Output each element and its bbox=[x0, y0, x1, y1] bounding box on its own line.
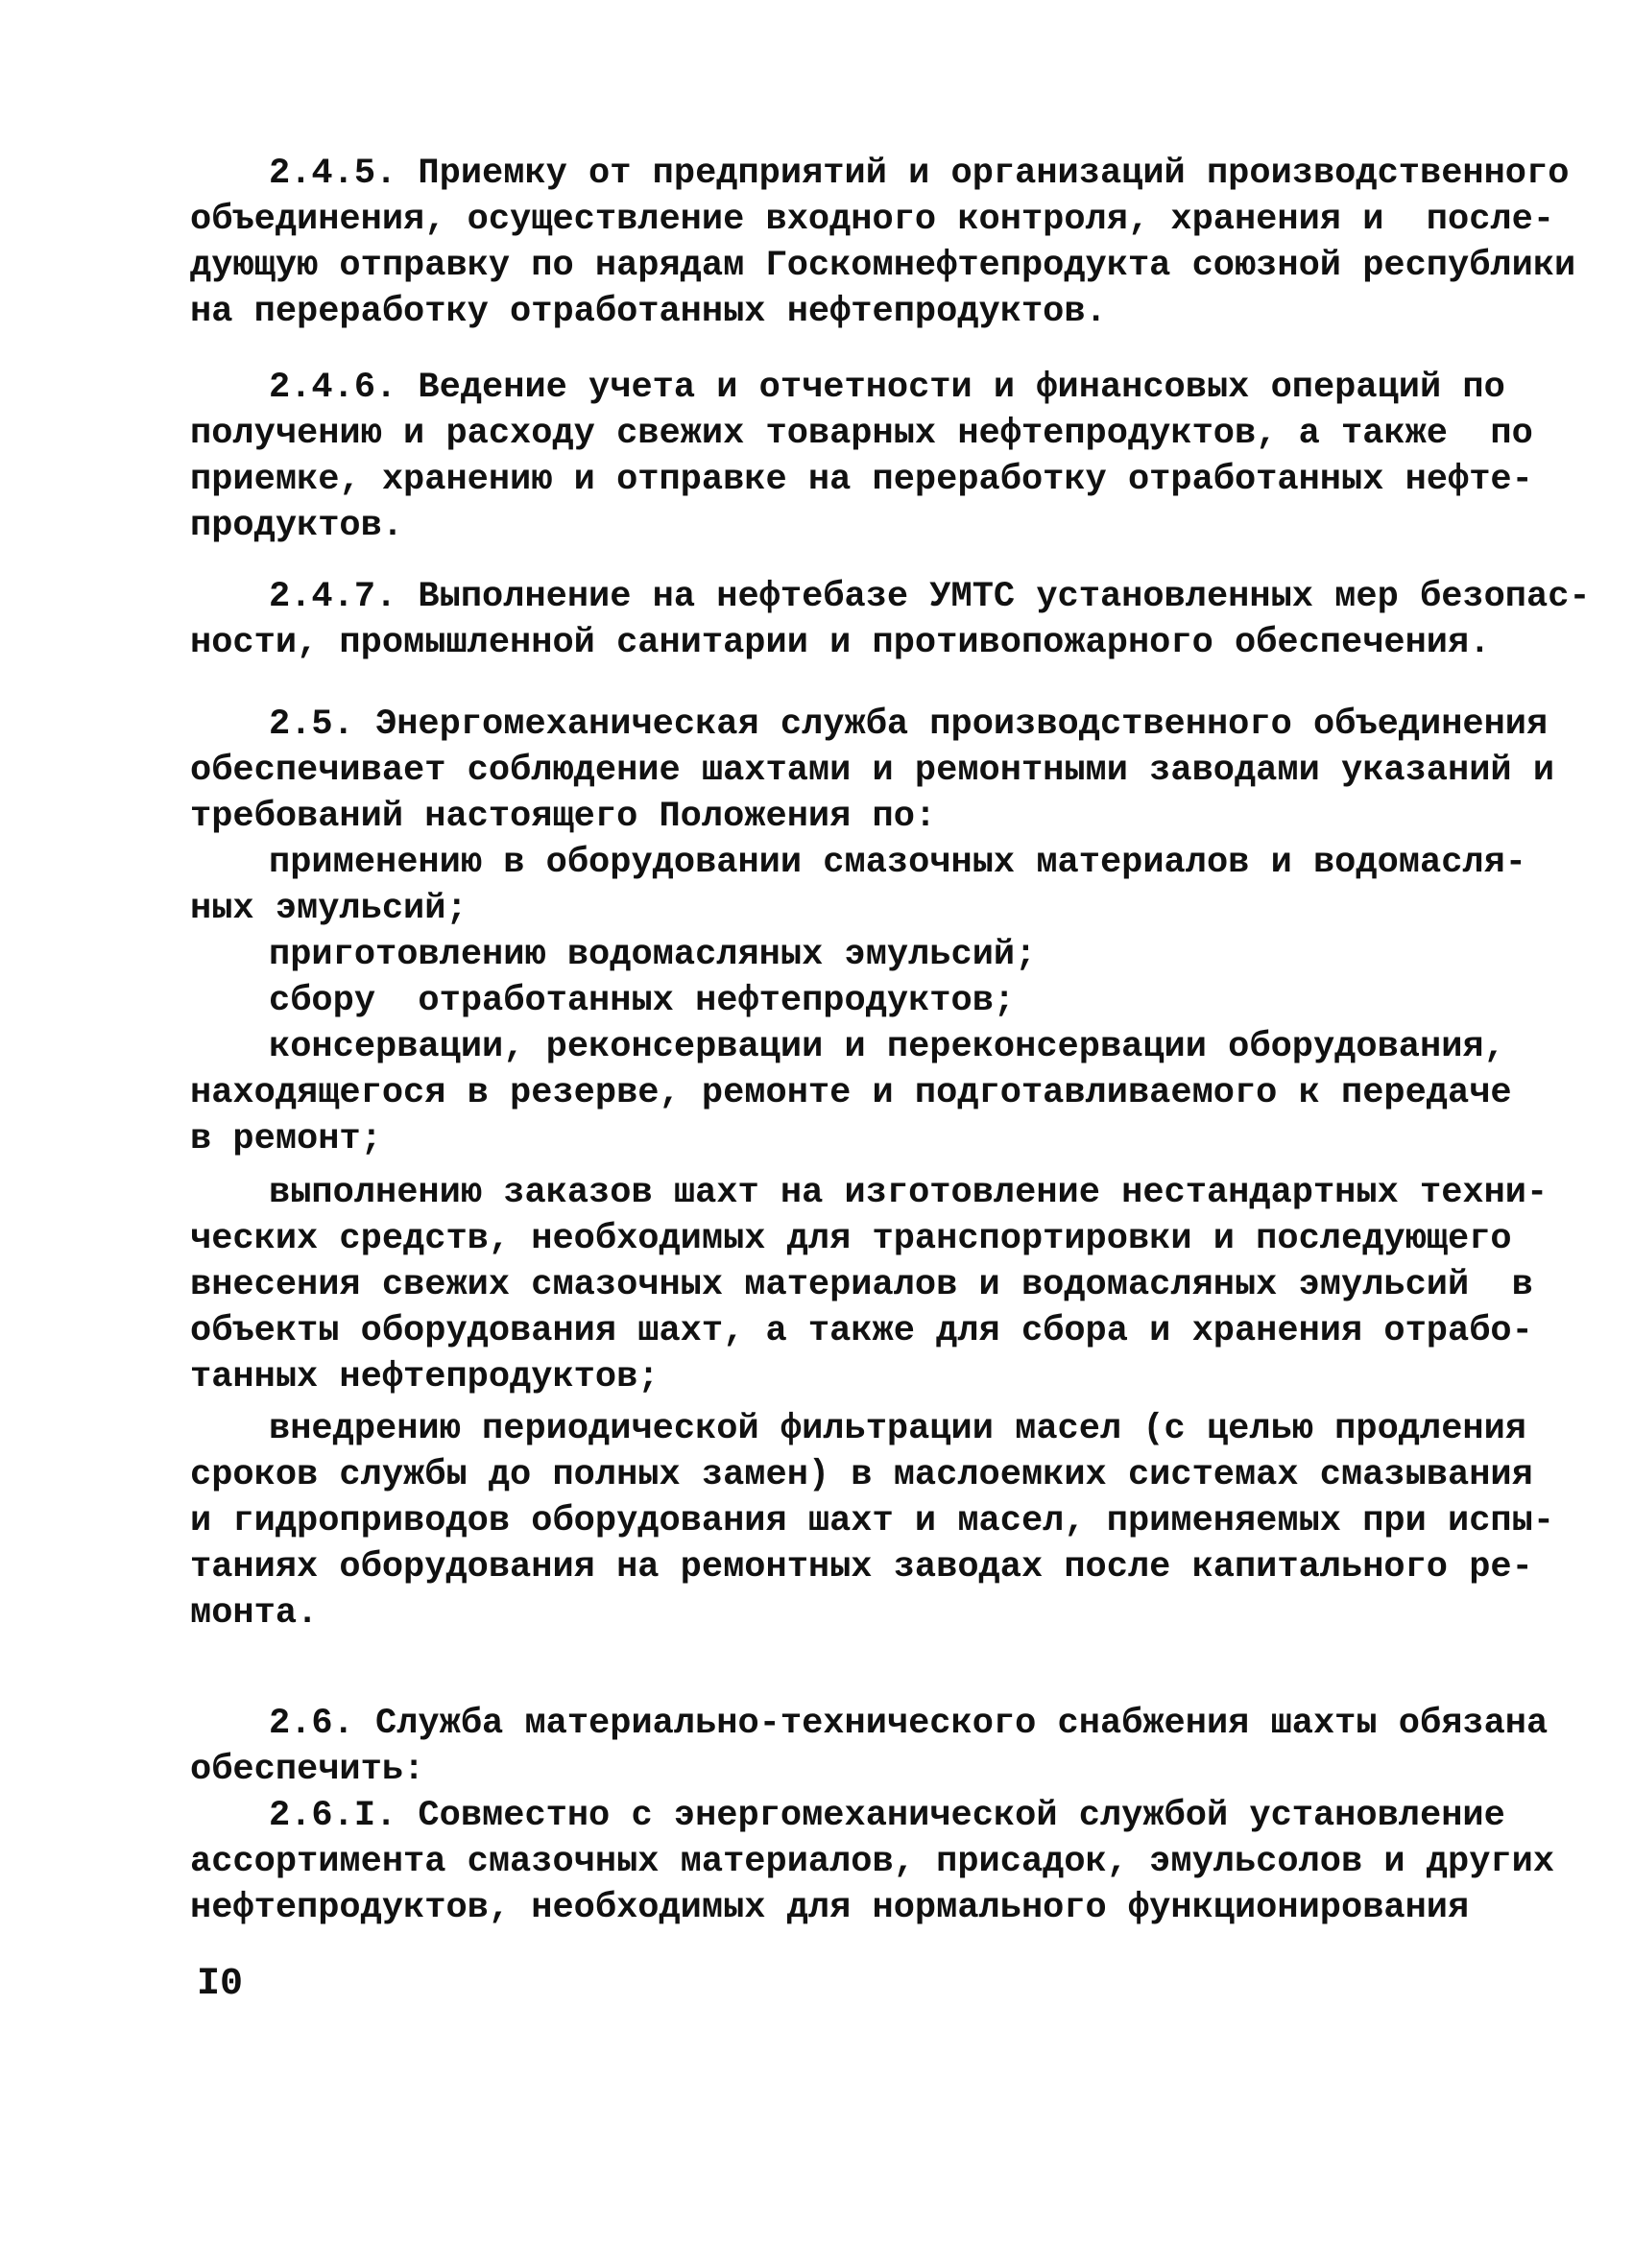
para-2-5-line-20: монта. bbox=[190, 1593, 319, 1634]
para-2-4-5-line-3: дующую отправку по нарядам Госкомнефтепродукта союзной республики bbox=[190, 246, 1576, 286]
para-2-6-line-1: 2.6. Служба материально-технического снабжения шахты обязана bbox=[269, 1704, 1549, 1744]
para-2-4-5-line-1: 2.4.5. Приемку от предприятий и организаций производственного bbox=[269, 154, 1570, 194]
para-2-4-7-line-2: ности, промышленной санитарии и противопожарного обеспечения. bbox=[190, 623, 1491, 663]
para-2-4-7-line-1: 2.4.7. Выполнение на нефтебазе УМТС установленных мер безопас- bbox=[269, 577, 1591, 617]
para-2-6-1-line-3: нефтепродуктов, необходимых для нормального функционирования bbox=[190, 1888, 1470, 1928]
para-2-5-line-15: танных нефтепродуктов; bbox=[190, 1357, 660, 1397]
para-2-5-line-13: внесения свежих смазочных материалов и водомасляных эмульсий в bbox=[190, 1265, 1533, 1305]
para-2-5-line-10: в ремонт; bbox=[190, 1119, 382, 1159]
para-2-4-6-line-1: 2.4.6. Ведение учета и отчетности и финансовых операций по bbox=[269, 368, 1505, 408]
para-2-5-line-3: требований настоящего Положения по: bbox=[190, 797, 937, 837]
para-2-5-line-5: ных эмульсий; bbox=[190, 889, 468, 929]
para-2-5-line-19: таниях оборудования на ремонтных заводах после капитального ре- bbox=[190, 1547, 1533, 1588]
para-2-6-1-line-1: 2.6.I. Совместно с энергомеханической службой установление bbox=[269, 1796, 1505, 1836]
para-2-5-line-16: внедрению периодической фильтрации масел (с целью продления bbox=[269, 1409, 1527, 1449]
para-2-5-line-1: 2.5. Энергомеханическая служба производственного объединения bbox=[269, 704, 1549, 745]
para-2-4-6-line-3: приемке, хранению и отправке на переработку отработанных нефте- bbox=[190, 460, 1533, 500]
para-2-5-line-6: приготовлению водомасляных эмульсий; bbox=[269, 935, 1037, 975]
para-2-4-5-line-4: на переработку отработанных нефтепродуктов. bbox=[190, 292, 1107, 332]
para-2-5-line-4: применению в оборудовании смазочных материалов и водомасля- bbox=[269, 843, 1527, 883]
para-2-6-line-2: обеспечить: bbox=[190, 1750, 425, 1790]
para-2-5-line-12: ческих средств, необходимых для транспортировки и последующего bbox=[190, 1219, 1512, 1259]
para-2-5-line-8: консервации, реконсервации и переконсервации оборудования, bbox=[269, 1027, 1505, 1067]
para-2-6-1-line-2: ассортимента смазочных материалов, присадок, эмульсолов и других bbox=[190, 1842, 1555, 1882]
para-2-5-line-17: сроков службы до полных замен) в маслоемких системах смазывания bbox=[190, 1455, 1533, 1495]
page-number: I0 bbox=[197, 1963, 244, 2006]
para-2-5-line-11: выполнению заказов шахт на изготовление нестандартных техни- bbox=[269, 1173, 1549, 1213]
para-2-5-line-7: сбору отработанных нефтепродуктов; bbox=[269, 981, 1016, 1021]
para-2-4-6-line-4: продуктов. bbox=[190, 506, 404, 546]
para-2-4-5-line-2: объединения, осуществление входного контроля, хранения и после- bbox=[190, 200, 1555, 240]
para-2-5-line-9: находящегося в резерве, ремонте и подготавливаемого к передаче bbox=[190, 1073, 1512, 1113]
para-2-4-6-line-2: получению и расходу свежих товарных нефтепродуктов, а также по bbox=[190, 414, 1533, 454]
para-2-5-line-18: и гидроприводов оборудования шахт и масел, применяемых при испы- bbox=[190, 1501, 1555, 1541]
para-2-5-line-2: обеспечивает соблюдение шахтами и ремонтными заводами указаний и bbox=[190, 751, 1555, 791]
para-2-5-line-14: объекты оборудования шахт, а также для сбора и хранения отрабо- bbox=[190, 1311, 1533, 1351]
